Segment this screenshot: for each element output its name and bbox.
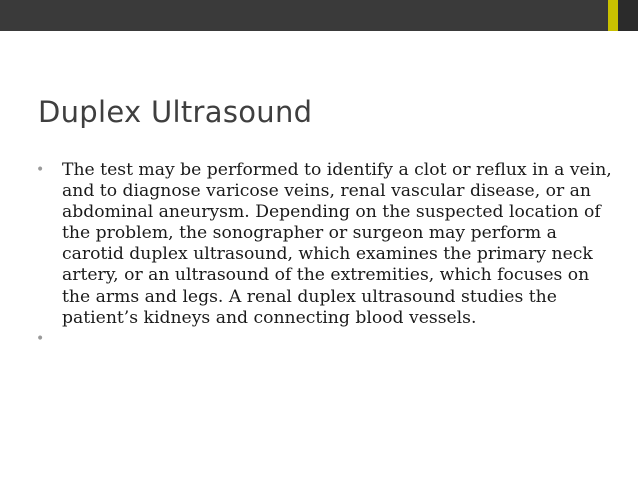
bullet-text: The test may be performed to identify a clot or reflux in a vein, and to diagnose varicose veins, renal vascular disease, or an abdominal aneurysm. Depending on the suspected location of the problem, the sonographer or surgeon may perform a carotid duplex ultrasound, which examines the primary neck artery, or an ultrasound of the extremities, which focuses on the arms and legs. A renal duplex ultrasound studies the patient’s kidneys and connecting blood vessels. bbox=[62, 160, 612, 328]
accent-stripe-yellow bbox=[608, 0, 618, 31]
bullet-list bbox=[36, 160, 612, 350]
slide-title: Duplex Ultrasound bbox=[38, 95, 313, 129]
bullet-dot-icon: • bbox=[36, 330, 45, 347]
top-bar bbox=[0, 0, 638, 31]
bullet-dot-icon: • bbox=[36, 162, 45, 178]
accent-stripe-dark bbox=[618, 0, 638, 31]
bullet-item-empty bbox=[36, 329, 612, 350]
bullet-item bbox=[36, 160, 612, 329]
corner-accent bbox=[598, 0, 638, 31]
